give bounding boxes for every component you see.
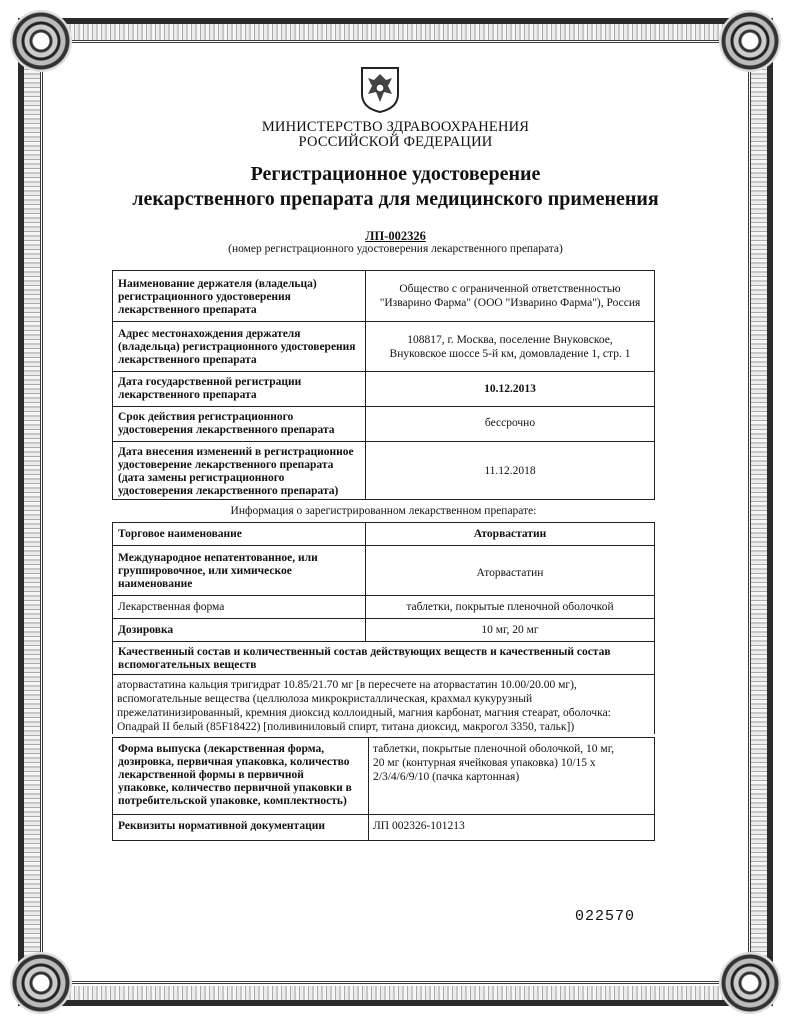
label-line: Дата внесения изменений в регистрационное xyxy=(118,446,354,458)
table-left-border xyxy=(112,642,113,734)
value-line: 108817, г. Москва, поселение Внуковское, xyxy=(407,334,613,346)
row-value xyxy=(365,333,655,361)
info-heading: Информация о зарегистрированном лекарственном препарате: xyxy=(230,505,537,517)
composition-line: Опадрай II белый (85F18422) [поливиниловый спирт, титана диоксид, макрогол 3350, тальк]) xyxy=(117,721,575,733)
label-line: упаковке, количество первичной упаковки в xyxy=(118,782,352,794)
requisites-label: Реквизиты нормативной документации xyxy=(118,820,325,832)
label-line: Срок действия регистрационного xyxy=(118,411,294,423)
row-value xyxy=(365,382,655,396)
value-line: Общество с ограниченной ответственностью xyxy=(399,283,621,295)
value-line: таблетки, покрытые пленочной оболочкой, 10 мг, xyxy=(373,743,614,755)
label-line: дозировка, первичная упаковка, количество xyxy=(118,756,350,768)
label-line: (дата замены регистрационного xyxy=(118,472,285,484)
value-line: бессрочно xyxy=(484,417,536,429)
row-label: Дозировка xyxy=(118,624,174,636)
value-line: "Изварино Фарма" (ООО "Изварино Фарма"), Россия xyxy=(379,297,641,309)
composition-line: вспомогательные вещества (целлюлоза микрокристаллическая, крахмал кукурузный xyxy=(117,693,533,705)
serial-number: 022570 xyxy=(575,908,636,925)
label-line: группировочное, или химическое xyxy=(118,565,292,577)
table-row-border xyxy=(112,737,655,738)
row-value xyxy=(365,464,655,478)
table-row xyxy=(112,407,655,442)
table-row xyxy=(112,546,655,596)
title-line: Регистрационное удостоверение xyxy=(250,163,541,185)
label-line: Дата государственной регистрации xyxy=(118,376,302,388)
registration-number-caption: (номер регистрационного удостоверения лекарственного препарата) xyxy=(228,243,563,255)
row-label xyxy=(118,278,317,317)
label-line: удостоверения лекарственного препарата) xyxy=(118,485,339,497)
label-line: лекарственного препарата xyxy=(118,304,257,316)
row-value: Аторвастатин xyxy=(473,528,547,540)
ministry-line: РОССИЙСКОЙ ФЕДЕРАЦИИ xyxy=(298,134,493,150)
table-row-border xyxy=(112,814,655,815)
coat-of-arms-icon xyxy=(358,64,402,114)
label-line: лекарственной формы в первичной xyxy=(118,769,304,781)
value-line: 11.12.2018 xyxy=(484,465,536,477)
row-value: таблетки, покрытые пленочной оболочкой xyxy=(406,601,614,613)
table-row xyxy=(112,442,655,500)
row-label: Лекарственная форма xyxy=(118,601,225,613)
label-line: (владельца) регистрационного удостоверения xyxy=(118,341,356,353)
value-line: 2/3/4/6/9/10 (пачка картонная) xyxy=(373,771,520,783)
row-label xyxy=(118,376,301,402)
row-value xyxy=(365,282,655,310)
label-line: лекарственного препарата xyxy=(118,389,257,401)
corner-rosette-icon xyxy=(10,10,72,72)
label-line: потребительской упаковке, комплектность) xyxy=(118,795,347,807)
table-row xyxy=(112,596,655,619)
heading-line: Качественный состав и количественный состав действующих веществ и качественный состав xyxy=(118,646,611,658)
value-line: Внуковское шоссе 5-й км, домовладение 1, стр. 1 xyxy=(389,348,631,360)
table-left-border xyxy=(112,737,113,841)
composition-line: аторвастатина кальция тригидрат 10.85/21.70 мг [в пересчете на аторвастатин 10.00/20.00 мг), xyxy=(117,679,577,691)
ministry-name xyxy=(60,120,731,150)
document-title xyxy=(60,162,731,212)
table-right-border xyxy=(654,737,655,841)
label-line: Наименование держателя (владельца) xyxy=(118,278,317,290)
value-line: 10.12.2013 xyxy=(484,383,536,395)
composition-divider xyxy=(112,674,655,675)
composition-text xyxy=(117,678,657,734)
row-value: 10 мг, 20 мг xyxy=(481,624,539,636)
label-line: лекарственного препарата xyxy=(118,354,257,366)
row-label xyxy=(118,552,318,591)
row-label xyxy=(118,446,354,498)
composition-line: прежелатинизированный, кремния диоксид коллоидный, магния карбонат, магния стеарат, оболочка: xyxy=(117,707,611,719)
value-line: 20 мг (контурная ячейковая упаковка) 10/15 х xyxy=(373,757,596,769)
table-row xyxy=(112,619,655,642)
ministry-line: МИНИСТЕРСТВО ЗДРАВООХРАНЕНИЯ xyxy=(261,119,530,135)
heading-line: вспомогательных веществ xyxy=(118,659,257,671)
row-value: Аторвастатин xyxy=(476,567,544,579)
row-value xyxy=(365,416,655,430)
registration-number: ЛП-002326 xyxy=(365,229,426,243)
label-line: регистрационного удостоверения xyxy=(118,291,291,303)
package-label xyxy=(118,743,352,808)
corner-rosette-icon xyxy=(719,952,781,1014)
package-value xyxy=(373,742,653,784)
label-line: Форма выпуска (лекарственная форма, xyxy=(118,743,325,755)
corner-rosette-icon xyxy=(10,952,72,1014)
table-bottom-border xyxy=(112,840,655,841)
row-label xyxy=(118,411,335,437)
requisites-value: ЛП 002326-101213 xyxy=(373,820,465,832)
table-row xyxy=(112,522,655,546)
corner-rosette-icon xyxy=(719,10,781,72)
composition-heading xyxy=(118,646,648,672)
row-label: Торговое наименование xyxy=(118,528,242,540)
table-row xyxy=(112,372,655,407)
label-line: удостоверения лекарственного препарата xyxy=(118,424,335,436)
row-label xyxy=(118,328,356,367)
label-line: Международное непатентованное, или xyxy=(118,552,318,564)
table-column-divider xyxy=(368,737,369,841)
table-row xyxy=(112,270,655,322)
label-line: удостоверение лекарственного препарата xyxy=(118,459,334,471)
label-line: наименование xyxy=(118,578,193,590)
table-row xyxy=(112,322,655,372)
label-line: Адрес местонахождения держателя xyxy=(118,328,301,340)
title-line: лекарственного препарата для медицинского применения xyxy=(132,188,659,210)
